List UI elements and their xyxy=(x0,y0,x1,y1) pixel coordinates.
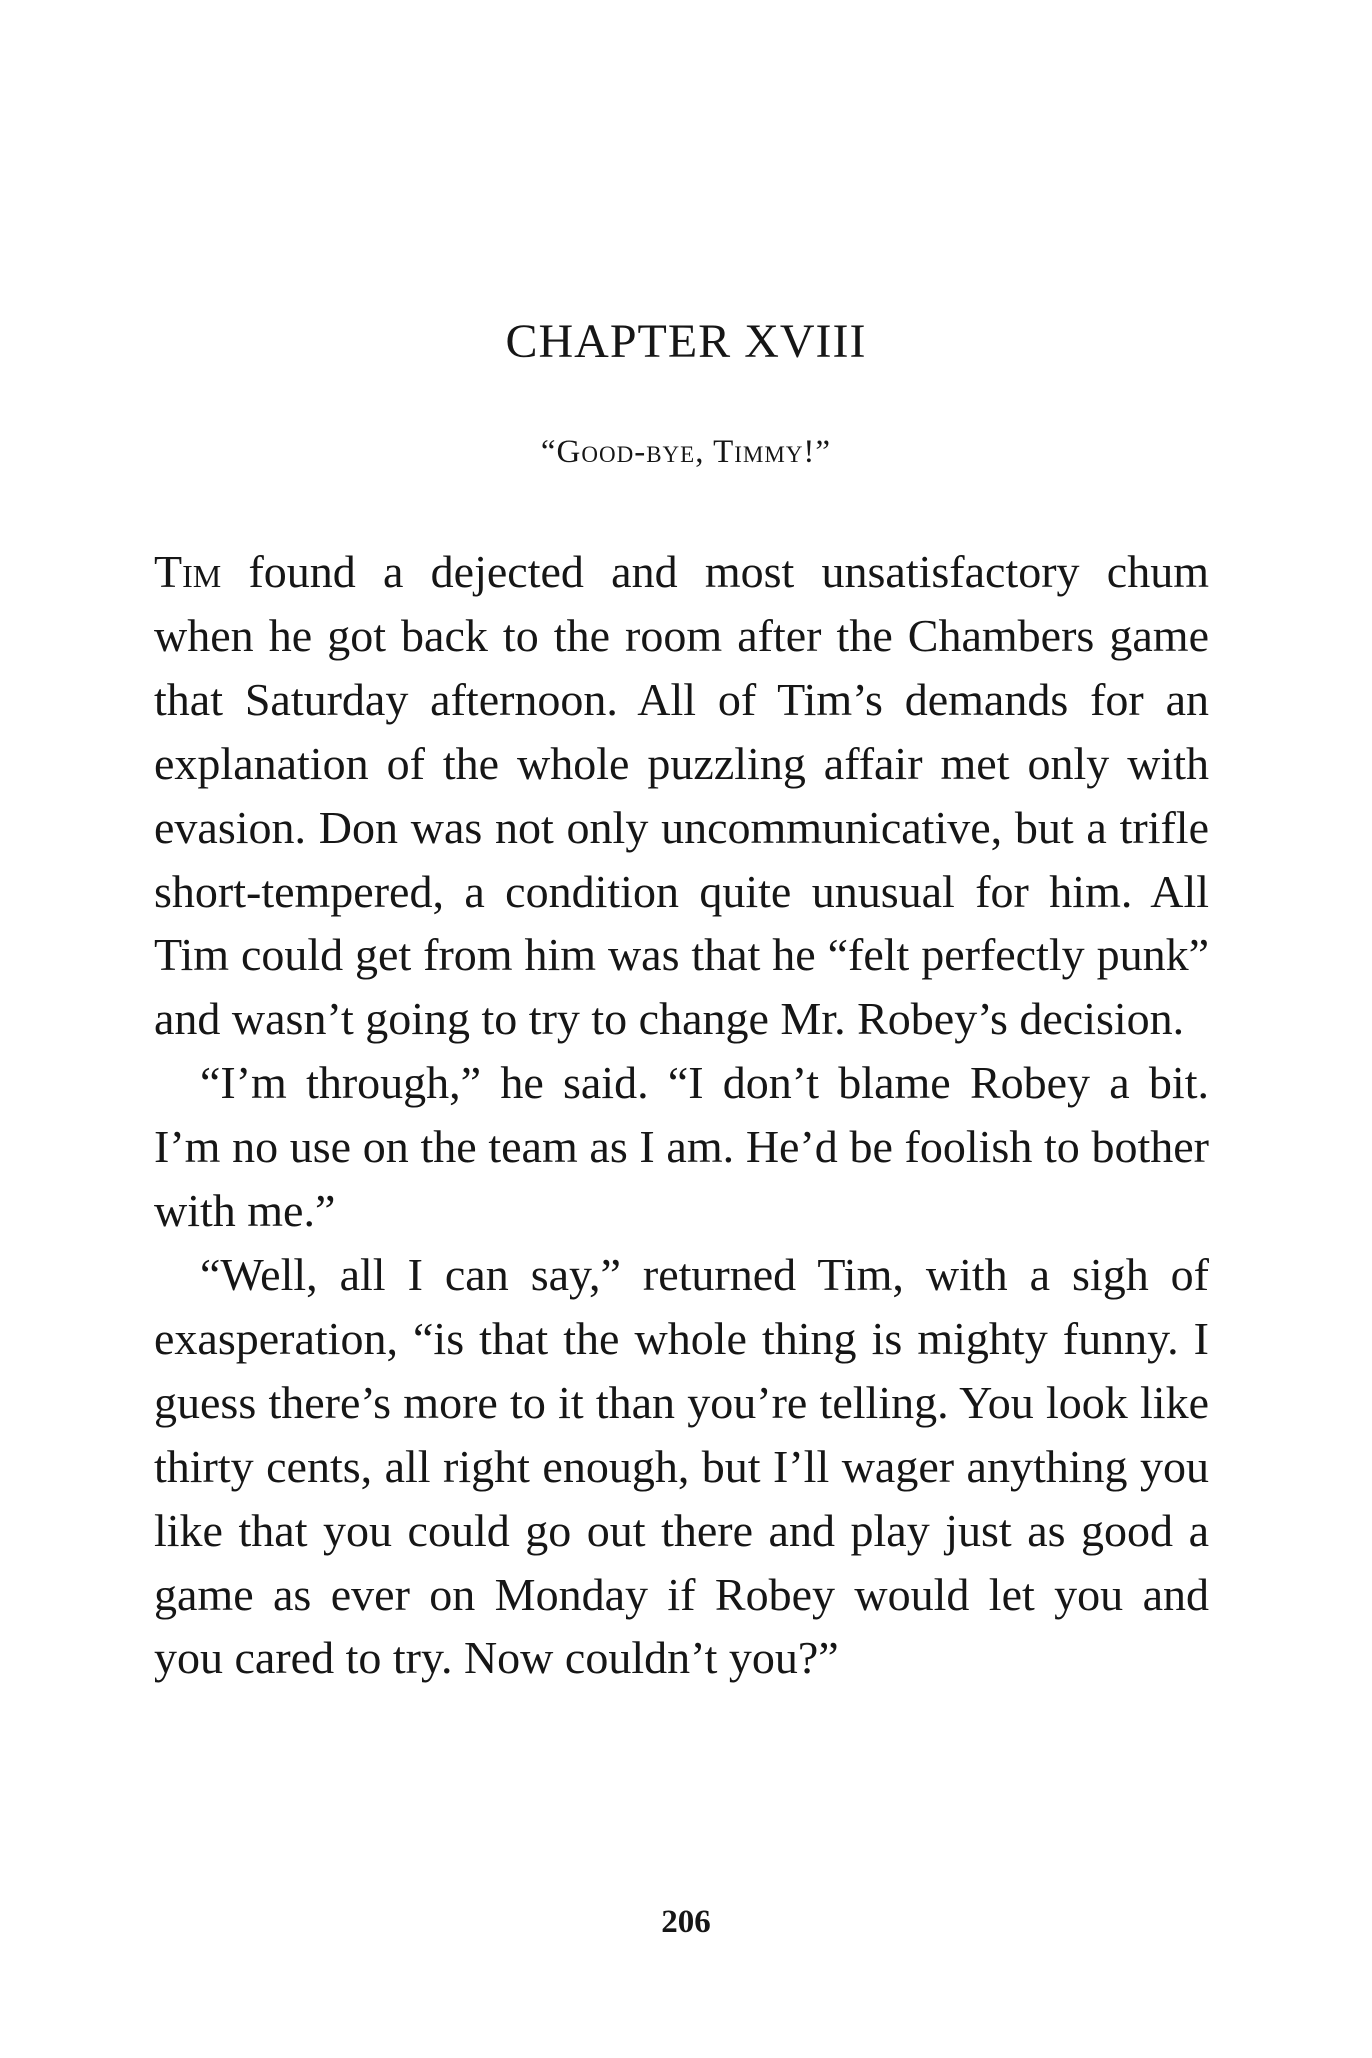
page-number: 206 xyxy=(661,1904,711,1940)
chapter-heading: CHAPTER XVIII xyxy=(505,315,867,368)
paragraph-1 xyxy=(154,540,1209,1051)
paragraph-3: “Well, all I can say,” returned Tim, with a sigh of exasperation, “is that the whole thing is mighty funny. I guess there’s more to it than you’re telling. You look like thirty cents, all right enough, but I’ll wager anything you like that you could go out there and play just as good a game as ever on Monday if Robey would let you and you cared to try. Now couldn’t you?” xyxy=(154,1248,1209,1684)
chapter-subtitle: “Good-bye, Timmy!” xyxy=(540,434,832,470)
paragraph-1-first-word: Tim xyxy=(154,546,222,597)
chapter-body xyxy=(154,540,1209,1690)
paragraph-1-text: found a dejected and most unsatisfactory chum when he got back to the room after the Chambers game that Saturday afternoon. All of Tim’s demands for an explanation of the whole puzzling affair met only with evasion. Don was not only uncommunicative, but a trifle short-tempered, a condition quite unusual for him. All Tim could get from him was that he “felt perfectly punk” and wasn’t going to try to change Mr. Robey’s decision. xyxy=(154,546,1209,1045)
paragraph-2: “I’m through,” he said. “I don’t blame Robey a bit. I’m no use on the team as I am. He’d be foolish to bother with me.” xyxy=(154,1057,1209,1237)
